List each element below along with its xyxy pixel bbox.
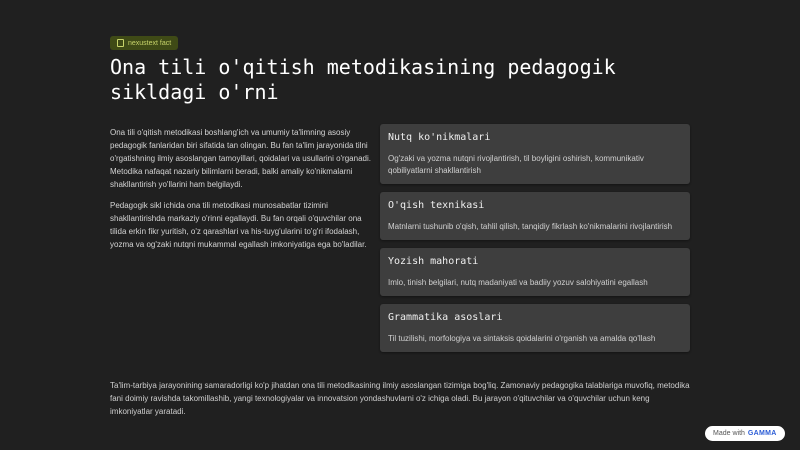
card-title: Nutq ko'nikmalari [388,132,491,143]
card-text: Til tuzilishi, morfologiya va sintaksis qoidalarini o'rganish va amalda qo'llash [388,334,656,343]
badge-label: nexustext fact [128,39,172,47]
card-oqish [380,192,690,240]
card-title: Yozish mahorati [388,256,479,267]
skills-cards [380,124,690,360]
card-text: Matnlarni tushunib o'qish, tahlil qilish, tanqidiy fikrlash ko'nikmalarini rivojlantirish [388,222,673,231]
card-text: Og'zaki va yozma nutqni rivojlantirish, til boyligini oshirish, kommunikativ qobiliyatlarni shakllantirish [388,154,644,175]
gamma-logo: GAMMA [747,430,777,437]
made-with-gamma-button[interactable] [705,426,785,441]
intro-text [110,126,372,259]
made-with-label: Made with [713,430,745,437]
card-title: Grammatika asoslari [388,312,503,323]
card-grammatika [380,304,690,352]
section-badge [110,36,178,50]
card-title: O'qish texnikasi [388,200,485,211]
card-yozish [380,248,690,296]
card-text: Imlo, tinish belgilari, nutq madaniyati va badiiy yozuv salohiyatini egallash [388,278,648,287]
intro-paragraph: Pedagogik sikl ichida ona tili metodikasi munosabatlar tizimini shakllantirishda markaziy o'rinni egallaydi. Bu fan orqali o'quvchilar ona tilida erkin fikr yuritish, o'z qarashlari va his-tuyg'ularini to'g'ri ifodalash, yozma va og'zaki nutqni mukammal egallash imkoniyatiga ega bo'ladilar. [110,201,367,249]
document-icon [117,39,124,47]
page-title: Ona tili o'qitish metodikasining pedagogik sikldagi o'rni [110,55,616,104]
intro-paragraph: Ona tili o'qitish metodikasi boshlang'ich va umumiy ta'limning asosiy pedagogik fanlaridan biri sifatida tan olingan. Bu fan ta'lim jarayonida tilni o'rgatishning ilmiy asoslangan tamoyillari, qoidalari va usullarini o'rganadi. Metodika nafaqat nazariy bilimlarni beradi, balki amaliy ko'nikmalarni shakllantirish yo'llarini ham belgilaydi. [110,128,371,189]
conclusion-text: Ta'lim-tarbiya jarayonining samaradorligi ko'p jihatdan ona tili metodikasining ilmiy asoslangan tizimiga bog'liq. Zamonaviy pedagogika talablariga muvofiq, metodika fani doimiy ravishda takomillashib, yangi texnologiyalar va innovatsion yondashuvlarni o'z ichiga oladi. Bu jarayon o'qituvchilar va o'quvchilar uchun keng imkoniyatlar yaratadi. [110,381,690,416]
card-nutq [380,124,690,184]
